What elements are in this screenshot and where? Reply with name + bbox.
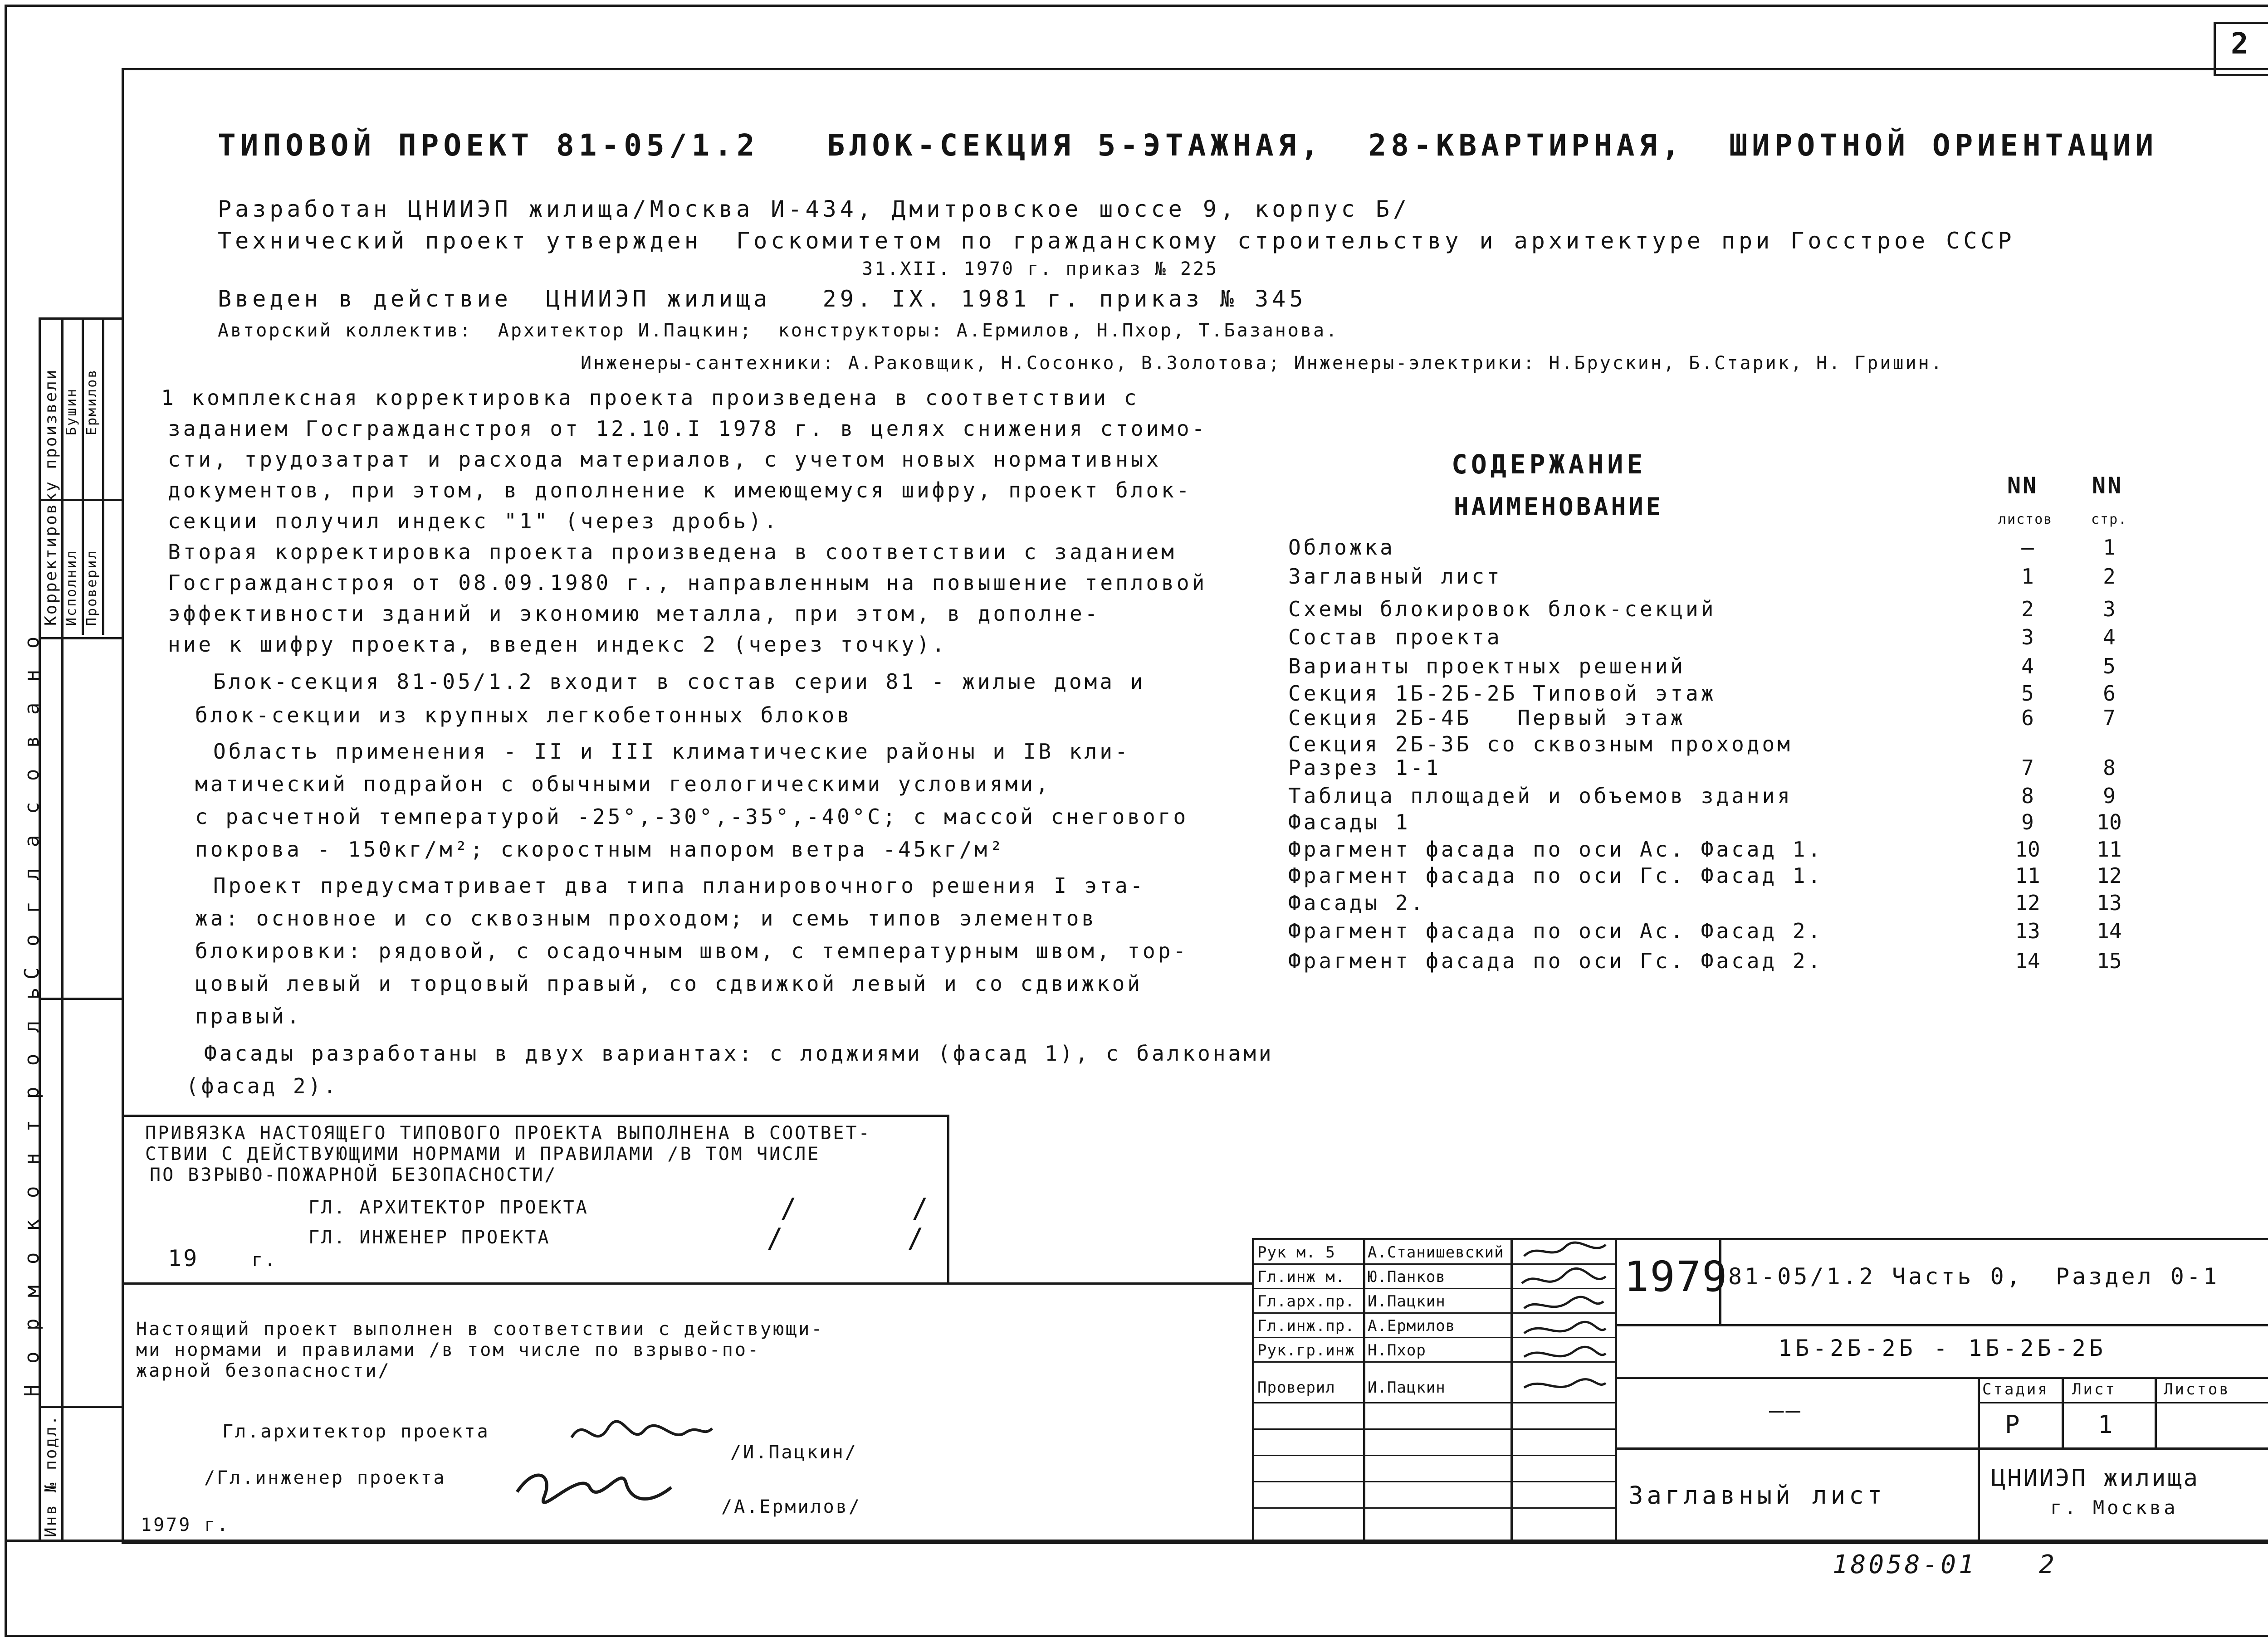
toc-col-sheets-sub: листов (1998, 512, 2053, 527)
margin-hline-3 (39, 637, 122, 639)
binding-chief-engineer: ГЛ. ИНЖЕНЕР ПРОЕКТА (308, 1227, 551, 1248)
stamp-col-2 (1510, 1238, 1513, 1540)
toc-col-name: НАИМЕНОВАНИЕ (1454, 492, 1664, 521)
binding-slash-4: / (907, 1223, 926, 1254)
stamp-sheet: 1 (2098, 1410, 2115, 1439)
developed-by: Разработан ЦНИИЭП жилища/Москва И-434, Дмитровское шоссе 9, корпус Б/ (218, 196, 1411, 222)
stamp-row-line (1252, 1402, 1615, 1403)
compliance-chief-architect: Гл.архитектор проекта (222, 1421, 490, 1442)
body-line: Вторая корректировка проекта произведена в соответствии с заданием (168, 540, 1177, 564)
stamp-col-stage-label: Стадия (1982, 1380, 2049, 1398)
stamp-role: Рук.гр.инж (1257, 1341, 1355, 1359)
toc-row-page: 8 (2103, 755, 2116, 780)
body-line: жа: основное и со сквозным проходом; и семь типов элементов (195, 906, 1097, 931)
toc-row-name: Фасады 2. (1288, 891, 1426, 915)
compliance-architect-name: /И.Пацкин/ (730, 1442, 858, 1463)
toc-row-sheet: 2 (2021, 597, 2034, 621)
toc-row-page: 5 (2103, 654, 2116, 678)
footer-page: 2 (2039, 1550, 2056, 1579)
toc-row-sheet: 7 (2021, 755, 2034, 780)
toc-row-name: Фрагмент фасада по оси Гс. Фасад 1. (1288, 863, 1823, 888)
binding-chief-architect: ГЛ. АРХИТЕКТОР ПРОЕКТА (308, 1197, 589, 1218)
stamp-name: Н.Пхор (1368, 1341, 1426, 1359)
body-line: блок-секции из крупных легкобетонных блоков (195, 703, 852, 727)
toc-row-page: 14 (2097, 919, 2122, 943)
authors: Авторский коллектив: Архитектор И.Пацкин; конструкторы: А.Ермилов, Н.Пхор, Т.Базанова. (218, 320, 1339, 341)
introduced: Введен в действие ЦНИИЭП жилища 29. IX. 1981 г. приказ № 345 (218, 286, 1307, 312)
toc-row-sheet: 9 (2021, 810, 2034, 834)
stamp-stage: Р (2005, 1410, 2022, 1439)
binding-box-right (947, 1115, 949, 1282)
compliance-line: Настоящий проект выполнен в соответствии с действующи- (136, 1319, 824, 1340)
toc-row-name: Фрагмент фасада по оси Ас. Фасад 1. (1288, 837, 1823, 862)
body-line: эффективности зданий и экономию металла, при этом, в дополне- (168, 601, 1100, 626)
toc-row-page: 7 (2103, 706, 2116, 730)
stamp-col-sheet (2062, 1377, 2064, 1447)
binding-line: ПРИВЯЗКА НАСТОЯЩЕГО ТИПОВОГО ПРОЕКТА ВЫПОЛНЕНА В СООТВЕТ- (145, 1123, 871, 1144)
toc-row-sheet: 4 (2021, 654, 2034, 678)
binding-year-suffix: г. (252, 1250, 278, 1271)
engineer-signature (513, 1456, 676, 1519)
toc-heading: СОДЕРЖАНИЕ (1452, 449, 1647, 480)
compliance-line: ми нормами и правилами /в том числе по взрыво-по- (136, 1340, 761, 1360)
stamp-year: 1979 (1624, 1252, 1728, 1301)
footer-inventory: 18058-01 (1833, 1550, 1977, 1579)
toc-col-sheets: NN (2007, 473, 2038, 499)
stamp-top (1252, 1238, 2268, 1240)
approved-date: 31.XII. 1970 г. приказ № 225 (862, 258, 1219, 279)
toc-row-sheet: 13 (2015, 919, 2040, 943)
stamp-row-line (1252, 1507, 1615, 1509)
stamp-role: Рук м. 5 (1257, 1243, 1335, 1262)
stamp-row-line (1252, 1481, 1615, 1482)
stamp-hline-stage (1978, 1402, 2268, 1403)
stamp-sections: 1Б-2Б-2Б - 1Б-2Б-2Б (1778, 1335, 2107, 1361)
toc-row-name: Варианты проектных решений (1288, 654, 1686, 678)
body-line: документов, при этом, в дополнение к имеющемуся шифру, проект блок- (168, 478, 1192, 502)
toc-row-sheet: 6 (2021, 706, 2034, 730)
compliance-chief-engineer: /Гл.инженер проекта (204, 1467, 446, 1488)
toc-row-page: 10 (2097, 810, 2122, 834)
toc-row-name: Таблица площадей и объемов здания (1288, 784, 1793, 808)
toc-row-name: Схемы блокировок блок-секций (1288, 597, 1716, 621)
binding-box-top (122, 1115, 947, 1117)
approved-by: Технический проект утвержден Госкомитетом по гражданскому строительству и архитектуре при Госстрое СССР (218, 228, 2015, 254)
body-line: цовый левый и торцовый правый, со сдвижкой левый и со сдвижкой (195, 971, 1143, 996)
toc-row-sheet: 5 (2021, 681, 2034, 706)
toc-row-name: Фасады 1 (1288, 810, 1411, 834)
toc-row-name: Разрез 1-1 (1288, 755, 1441, 780)
stamp-name: И.Пацкин (1368, 1292, 1446, 1311)
margin-hline-4 (39, 998, 122, 1000)
binding-slash-3: / (767, 1223, 785, 1254)
margin-ermilov: Ермилов (84, 368, 100, 435)
stamp-row-line (1252, 1455, 1615, 1456)
architect-signature (567, 1410, 717, 1460)
stamp-col-stage (1978, 1377, 1980, 1447)
body-line: 1 комплексная корректировка проекта произведена в соответствии с (161, 385, 1139, 410)
toc-row-sheet: 14 (2015, 949, 2040, 973)
margin-proveril: Проверил (84, 549, 100, 626)
compliance-engineer-name: /А.Ермилов/ (721, 1496, 861, 1517)
stamp-left (1252, 1238, 1254, 1540)
toc-row-sheet: — (2021, 535, 2034, 560)
toc-row-name: Состав проекта (1288, 625, 1502, 649)
binding-line: СТВИИ С ДЕЙСТВУЮЩИМИ НОРМАМИ И ПРАВИЛАМИ /В ТОМ ЧИСЛЕ (145, 1144, 821, 1165)
stamp-code: 81-05/1.2 Часть 0, Раздел 0-1 (1728, 1263, 2220, 1290)
toc-row-sheet: 10 (2015, 837, 2040, 862)
toc-row-name: Секция 2Б-3Б со сквозным проходом (1288, 732, 1793, 756)
stamp-name: И.Пацкин (1368, 1379, 1446, 1397)
body-line: правый. (195, 1004, 302, 1028)
stamp-hline-main-3 (1615, 1447, 2268, 1450)
compliance-line: жарной безопасности/ (136, 1360, 391, 1381)
body-line: покрова - 150кг/м²; скоростным напором ветра -45кг/м² (195, 837, 1005, 862)
margin-normokontrol: Н о р м о к о н т р о л ь (20, 983, 44, 1397)
toc-row-name: Фрагмент фасада по оси Гс. Фасад 2. (1288, 949, 1823, 973)
body-line: блокировки: рядовой, с осадочным швом, с температурным швом, тор- (195, 939, 1189, 963)
body-line: заданием Госгражданстроя от 12.10.I 1978 г. в целях снижения стоимо- (168, 416, 1207, 441)
toc-col-pages: NN (2092, 473, 2123, 499)
stamp-signatures (1515, 1238, 1613, 1401)
binding-year-prefix: 19 (168, 1245, 199, 1272)
stamp-sheet-title: Заглавный лист (1628, 1481, 1886, 1510)
stamp-col-sheets (2155, 1377, 2157, 1447)
toc-row-sheet: 8 (2021, 784, 2034, 808)
toc-row-name: Секция 1Б-2Б-2Б Типовой этаж (1288, 681, 1716, 706)
sheet-number: 2 (2231, 27, 2250, 61)
stamp-dash: —— (1769, 1396, 1803, 1424)
margin-hline-5 (39, 1406, 122, 1408)
stamp-hline-main-1 (1615, 1324, 2268, 1326)
stamp-role: Гл.арх.пр. (1257, 1292, 1355, 1311)
body-line: сти, трудозатрат и расхода материалов, с учетом новых нормативных (168, 447, 1162, 472)
body-line: секции получил индекс "1" (через дробь). (168, 509, 779, 533)
body-line: Область применения - II и III климатические районы и IВ кли- (213, 739, 1130, 764)
body-line: ние к шифру проекта, введен индекс 2 (через точку). (168, 632, 948, 657)
stamp-role: Гл.инж м. (1257, 1268, 1345, 1286)
body-line: (фасад 2). (186, 1074, 339, 1098)
margin-line-4 (102, 317, 104, 635)
margin-bushin: Бушин (64, 387, 79, 435)
body-line: Проект предусматривает два типа планировочного решения I эта- (213, 873, 1146, 898)
toc-row-page: 2 (2103, 564, 2116, 589)
toc-row-name: Заглавный лист (1288, 564, 1502, 589)
compliance-year: 1979 г. (141, 1515, 230, 1535)
stamp-col-sheets-label: Листов (2164, 1380, 2230, 1398)
toc-row-sheet: 1 (2021, 564, 2034, 589)
stamp-row-line (1252, 1428, 1615, 1430)
margin-korrektirovku: Корректировку произвели (42, 368, 60, 626)
margin-inv-no: Инв № подл. (42, 1414, 60, 1537)
stamp-role: Проверил (1257, 1379, 1335, 1397)
stamp-name: А.Ермилов (1368, 1317, 1456, 1335)
toc-row-name: Фрагмент фасада по оси Ас. Фасад 2. (1288, 919, 1823, 943)
toc-row-sheet: 12 (2015, 891, 2040, 915)
bottom-strip-line (5, 1540, 2268, 1542)
margin-hline-1 (39, 317, 122, 320)
engineers: Инженеры-сантехники: А.Раковщик, Н.Сосонко, В.Золотова; Инженеры-электрики: Н.Брускин, Б.Старик, Н. Гришин. (581, 353, 1944, 374)
binding-line: ПО ВЗРЫВО-ПОЖАРНОЙ БЕЗОПАСНОСТИ/ (150, 1165, 557, 1185)
toc-row-page: 3 (2103, 597, 2116, 621)
stamp-city: г. Москва (2050, 1496, 2178, 1519)
body-line: Фасады разработаны в двух вариантах: с лоджиями (фасад 1), с балконами (204, 1041, 1274, 1066)
toc-row-page: 1 (2103, 535, 2116, 560)
margin-ispolnil: Исполнил (64, 549, 79, 626)
binding-slash-2: / (912, 1193, 930, 1224)
toc-col-pages-sub: стр. (2091, 512, 2128, 527)
toc-row-page: 6 (2103, 681, 2116, 706)
stamp-col-sheet-label: Лист (2072, 1380, 2116, 1398)
margin-soglasovano: С о г л а с о в а н о (20, 632, 44, 979)
toc-row-sheet: 11 (2015, 863, 2040, 888)
margin-line-2 (61, 317, 64, 1542)
body-line: Госгражданстроя от 08.09.1980 г., направленным на повышение тепловой (168, 570, 1207, 595)
toc-row-name: Секция 2Б-4Б Первый этаж (1288, 706, 1686, 730)
stamp-name: А.Станишевский (1368, 1243, 1504, 1262)
toc-row-name: Обложка (1288, 535, 1395, 560)
body-line: с расчетной температурой -25°,-30°,-35°,-40°С; с массой снегового (195, 804, 1189, 829)
stamp-role: Гл.инж.пр. (1257, 1317, 1355, 1335)
body-line: матический подрайон с обычными геологическими условиями, (195, 772, 1051, 796)
toc-row-page: 4 (2103, 625, 2116, 649)
stamp-col-org (1978, 1447, 1980, 1540)
stamp-name: Ю.Панков (1368, 1268, 1446, 1286)
toc-row-page: 12 (2097, 863, 2122, 888)
toc-row-page: 11 (2097, 837, 2122, 862)
toc-row-sheet: 3 (2021, 625, 2034, 649)
stamp-hline-main-2 (1615, 1377, 2268, 1379)
toc-row-page: 15 (2097, 949, 2122, 973)
project-title: ТИПОВОЙ ПРОЕКТ 81-05/1.2 БЛОК-СЕКЦИЯ 5-ЭТАЖНАЯ, 28-КВАРТИРНАЯ, ШИРОТНОЙ ОРИЕНТАЦИИ (218, 128, 2158, 163)
toc-row-page: 13 (2097, 891, 2122, 915)
stamp-col-3 (1615, 1238, 1617, 1540)
stamp-col-1 (1363, 1238, 1365, 1540)
binding-box-bottom (122, 1282, 1252, 1285)
stamp-org: ЦНИИЭП жилища (1991, 1465, 2200, 1492)
body-line: Блок-секция 81-05/1.2 входит в состав серии 81 - жилые дома и (213, 669, 1146, 694)
binding-slash-1: / (780, 1193, 799, 1224)
toc-row-page: 9 (2103, 784, 2116, 808)
